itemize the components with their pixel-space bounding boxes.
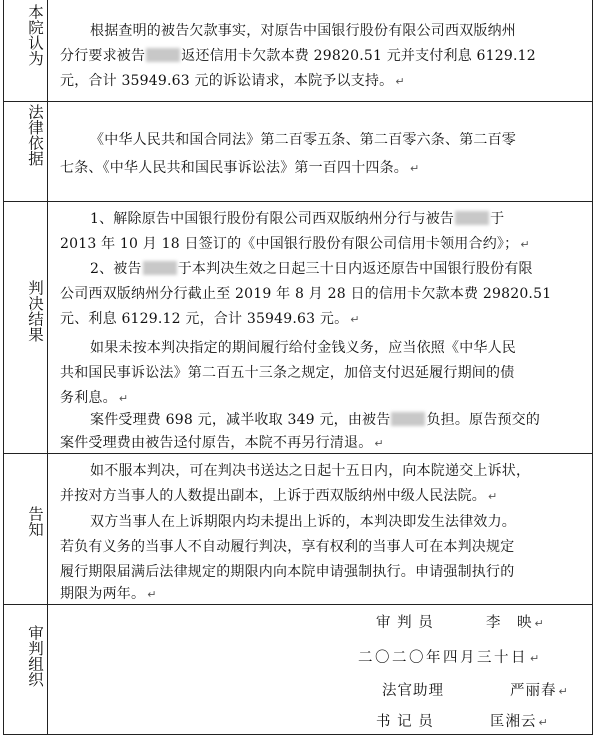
- judgment-label-cell: [4, 202, 48, 454]
- judgment-line-7: 共和国民事诉讼法》第二百五十三条之规定，加倍支付迟延履行期间的债: [60, 365, 515, 381]
- paragraph-mark-icon: ↵: [538, 716, 549, 729]
- judgment-line-6: 如果未按本判决指定的期间履行给付金钱义务，应当依照《中华人民: [90, 340, 516, 356]
- paragraph-mark-icon: ↵: [118, 392, 129, 405]
- assistant-title: 法官助理: [382, 683, 444, 699]
- redacted-name: [146, 48, 180, 62]
- court-finding-row: [4, 0, 592, 101]
- judgment-row: [4, 201, 592, 454]
- court-finding-line-2: 分行要求被告 返还信用卡欠款本费 29820.51 元并支付利息 6129.12: [60, 48, 536, 64]
- judge-name: 李 映 ↵: [486, 615, 545, 631]
- judgment-line-2: 2013 年 10 月 18 日签订的《中国银行股份有限公司信用卡领用合约》； ↵: [60, 236, 530, 252]
- judgment-label: 判决结果: [26, 280, 44, 342]
- tribunal-row: [4, 604, 592, 735]
- judgment-line-3: 2、被告 于本判决生效之日起三十日内返还原告中国银行股份有限: [90, 261, 533, 277]
- court-finding-line-3: 元，合计 35949.63 元的诉讼请求，本院予以支持。 ↵: [60, 73, 405, 89]
- judgment-line-9: 案件受理费 698 元，减半收取 349 元，由被告 负担。原告预交的: [90, 412, 541, 428]
- legal-basis-line-1: 《中华人民共和国合同法》第二百零五条、第二百零六条、第二百零: [90, 132, 516, 148]
- judgment-line-8: 务利息。 ↵: [60, 390, 129, 406]
- tribunal-label: 审判组织: [26, 625, 44, 687]
- notice-line-1: 如不服本判决，可在判决书送达之日起十五日内，向本院递交上诉状，: [90, 463, 531, 479]
- judge-title: 审 判 员: [376, 615, 434, 631]
- judgment-line-10: 案件受理费由被告迳付原告，本院不再另行清退。 ↵: [60, 435, 384, 451]
- clerk-name: 匡湘云 ↵: [490, 714, 549, 730]
- notice-label-cell: [4, 454, 48, 605]
- legal-basis-label-cell: [4, 102, 48, 202]
- judgment-date: 二〇二〇年四月三十日 ↵: [358, 650, 542, 666]
- judgment-line-5: 元、利息 6129.12 元，合计 35949.63 元。 ↵: [60, 311, 360, 327]
- notice-line-6: 期限为两年。 ↵: [60, 586, 157, 602]
- paragraph-mark-icon: ↵: [488, 490, 498, 503]
- paragraph-mark-icon: ↵: [530, 652, 542, 665]
- paragraph-mark-icon: ↵: [147, 588, 157, 601]
- legal-basis-line-2: 七条、《中华人民共和国民事诉讼法》第一百四十四条。 ↵: [60, 160, 420, 176]
- notice-line-3: 双方当事人在上诉期限内均未提出上诉的，本判决即发生法律效力。: [90, 514, 516, 530]
- paragraph-mark-icon: ↵: [534, 617, 545, 630]
- tribunal-label-cell: [4, 605, 48, 735]
- legal-basis-row: [4, 101, 592, 202]
- paragraph-mark-icon: ↵: [410, 162, 420, 175]
- assistant-name: 严丽春 ↵: [510, 683, 569, 699]
- redacted-name: [455, 211, 489, 225]
- paragraph-mark-icon: ↵: [520, 238, 530, 251]
- clerk-title: 书 记 员: [376, 714, 434, 730]
- judgment-content: [48, 202, 592, 454]
- notice-row: [4, 453, 592, 605]
- notice-content: [48, 454, 592, 605]
- legal-basis-label: 法律依据: [26, 104, 44, 166]
- paragraph-mark-icon: ↵: [395, 75, 405, 88]
- court-finding-line-1: 根据查明的被告欠款事实，对原告中国银行股份有限公司西双版纳州: [90, 23, 516, 39]
- judgment-line-1: 1、解除原告中国银行股份有限公司西双版纳州分行与被告 于: [90, 211, 505, 227]
- notice-line-2: 并按对方当事人的人数提出副本，上诉于西双版纳州中级人民法院。 ↵: [60, 488, 498, 504]
- judgment-document: [3, 0, 593, 735]
- notice-line-5: 履行期限届满后法律规定的期限内向本院申请强制执行。申请强制执行的: [60, 564, 515, 580]
- court-finding-label: 本院认为: [26, 4, 44, 66]
- redacted-name: [143, 261, 177, 275]
- redacted-name: [391, 412, 425, 426]
- court-finding-label-cell: [4, 0, 48, 101]
- legal-basis-content: [48, 102, 592, 202]
- paragraph-mark-icon: ↵: [558, 685, 569, 698]
- judgment-line-4: 公司西双版纳州分行截止至 2019 年 8 月 28 日的信用卡欠款本费 29820.51: [60, 286, 552, 302]
- notice-line-4: 若负有义务的当事人不自动履行判决，享有权利的当事人可在本判决规定: [60, 539, 515, 555]
- paragraph-mark-icon: ↵: [350, 313, 360, 326]
- paragraph-mark-icon: ↵: [374, 437, 384, 450]
- notice-label: 告知: [26, 506, 44, 537]
- tribunal-content: [48, 605, 592, 735]
- court-finding-content: [48, 0, 592, 101]
